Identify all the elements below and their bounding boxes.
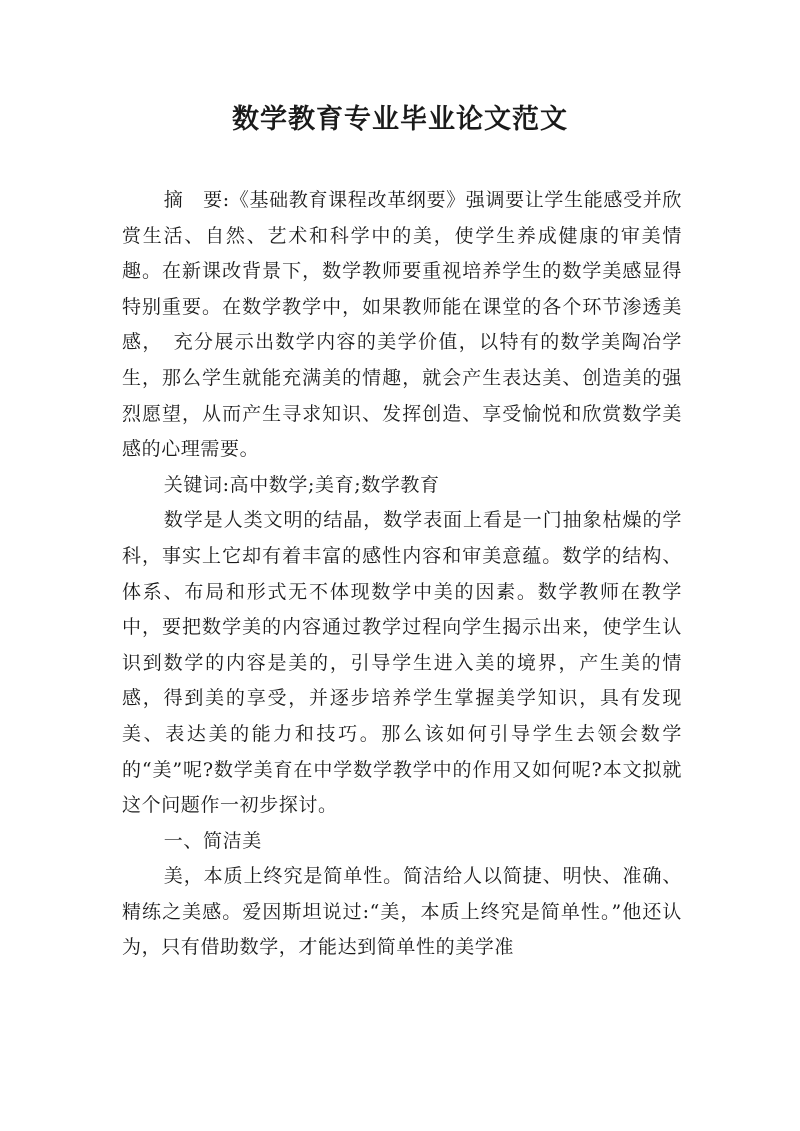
document-title: 数学教育专业毕业论文范文 — [232, 104, 568, 135]
section-paragraph: 美，本质上终究是简单性。简洁给人以简捷、明快、准确、精练之美感。爱因斯坦说过:“美，本质上终究是简单性。”他还认为，只有借助数学，才能达到简单性的美学准 — [122, 865, 682, 959]
section-heading: 一、简洁美 — [163, 829, 262, 852]
keywords-paragraph: 关键词:高中数学;美育;数学教育 — [163, 473, 440, 496]
abstract-paragraph: 摘 要:《基础教育课程改革纲要》强调要让学生能感受并欣赏生活、自然、艺术和科学中的美，使学生养成健康的审美情趣。在新课改背景下，数学教师要重视培养学生的数学美感显得特别重要。在数学教学中，如果教师能在课堂的各个环节渗透美感， 充分展示出数学内容的美学价值，以特有的数学美陶冶学生，那么学生就能充满美的情趣，就会产生表达美、创造美的强烈愿望，从而产生寻求知识、发挥创造、享受愉悦和欣赏数学美感的心理需要。 — [122, 189, 682, 461]
document-body — [122, 183, 682, 966]
intro-paragraph: 数学是人类文明的结晶，数学表面上看是一门抽象枯燥的学科，事实上它却有着丰富的感性内容和审美意蕴。数学的结构、体系、布局和形式无不体现数学中美的因素。数学教师在教学中，要把数学美的内容通过教学过程向学生揭示出来，使学生认识到数学的内容是美的，引导学生进入美的境界，产生美的情感，得到美的享受，并逐步培养学生掌握美学知识，具有发现美、表达美的能力和技巧。那么该如何引导学生去领会数学的“美”呢?数学美育在中学数学教学中的作用又如何呢?本文拟就这个问题作一初步探讨。 — [122, 509, 682, 817]
